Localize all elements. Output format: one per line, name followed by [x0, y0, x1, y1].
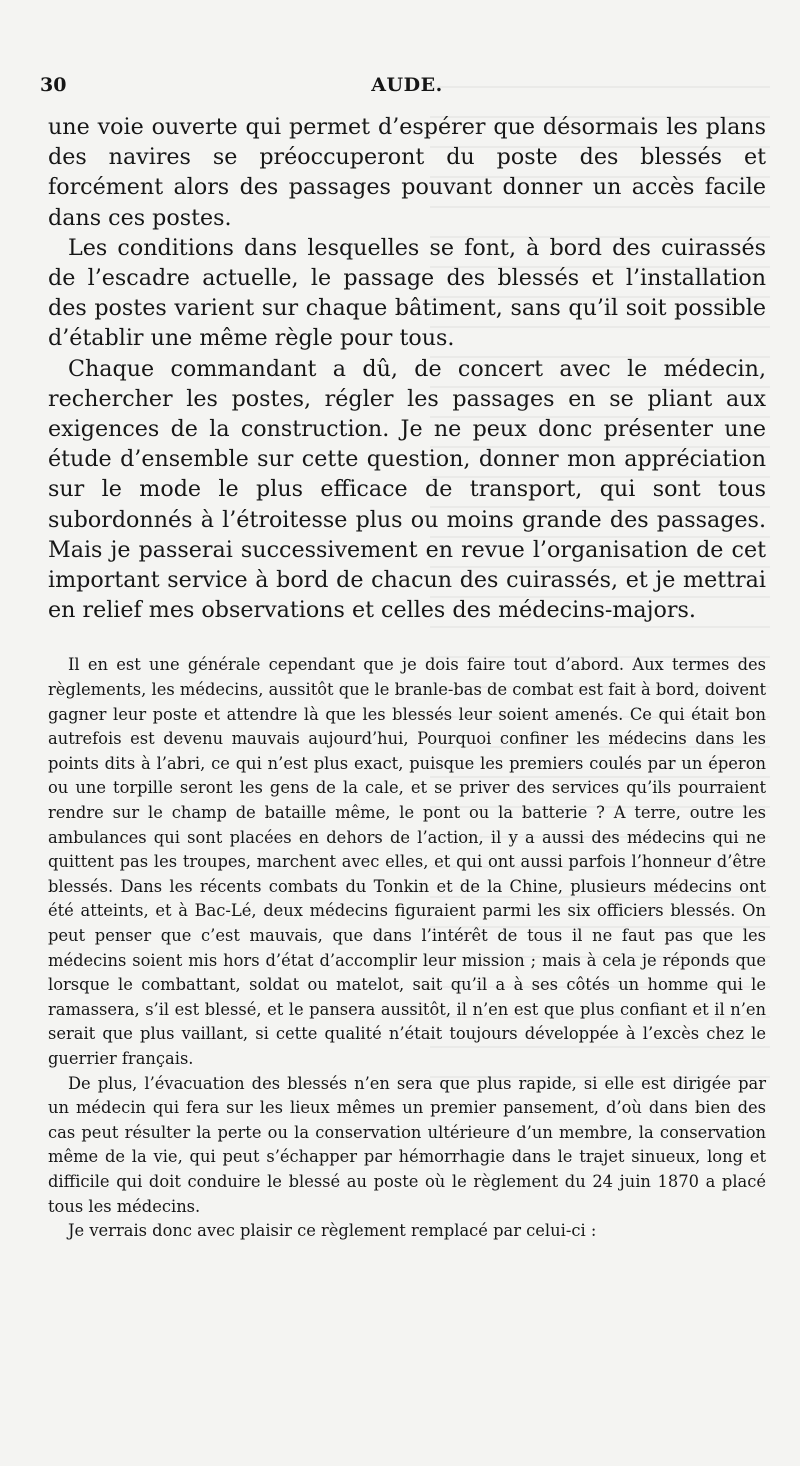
running-head [40, 72, 766, 106]
paragraph: Il en est une générale cependant que je dois faire tout d’abord. Aux termes des règlements, les médecins, aussitôt que le branle-bas de combat est fait à bord, doivent gagner leur poste et attendre là que les blessés leur soient amenés. Ce qui était bon autrefois est devenu mauvais aujourd’hui, Pourquoi confiner les médecins dans les points dits à l’abri, ce qui n’est plus exact, puisque les premiers coulés par un éperon ou une torpille seront les gens de la cale, et se priver des services qu’ils pourraient rendre sur le champ de bataille même, le pont ou la batterie ? A terre, outre les ambulances qui sont placées en dehors de l’action, il y a aussi des médecins qui ne quittent pas les troupes, marchent avec elles, et qui ont aussi parfois l’honneur d’être blessés. Dans les récents combats du Tonkin et de la Chine, plusieurs médecins ont été atteints, et à Bac-Lé, deux médecins figuraient parmi les six officiers blessés. On peut penser que c’est mauvais, que dans l’intérêt de tous il ne faut pas que les médecins soient mis hors d’état d’accomplir leur mission ; mais à cela je réponds que lorsque le combattant, soldat ou matelot, sait qu’il a à ses côtés un homme qui le ramassera, s’il est blessé, et le pansera aussitôt, il n’en est que plus confiant et il n’en serait que plus vaillant, si cette qualité n’était toujours développée à l’excès chez le guerrier français. [48, 655, 766, 1068]
small-print-text [48, 653, 766, 1243]
main-text [48, 112, 766, 625]
paragraph: Chaque commandant a dû, de concert avec le médecin, rechercher les postes, régler les passages en se pliant aux exigences de la construction. Je ne peux donc présenter une étude d’ensemble sur cette question, donner mon appréciation sur le mode le plus efficace de transport, qui sont tous subordonnés à l’étroitesse plus ou moins grande des passages. Mais je passerai successivement en revue l’organisation de cet important service à bord de chacun des cuirassés, et je mettrai en relief mes observations et celles des médecins-majors. [48, 355, 766, 624]
paragraph: Je verrais donc avec plaisir ce règlement remplacé par celui-ci : [68, 1221, 597, 1241]
book-page [40, 72, 766, 1442]
page-number: 30 [40, 74, 67, 96]
running-title: AUDE. [371, 74, 443, 96]
paragraph: Les conditions dans lesquelles se font, à bord des cuirassés de l’escadre actuelle, le passage des blessés et l’installation des postes varient sur chaque bâtiment, sans qu’il soit possible d’établir une même règle pour tous. [48, 234, 766, 352]
paragraph-continuation: une voie ouverte qui permet d’espérer que désormais les plans des navires se préoccuperont du poste des blessés et forcément alors des passages pouvant donner un accès facile dans ces postes. [48, 114, 766, 231]
paragraph: De plus, l’évacuation des blessés n’en sera que plus rapide, si elle est dirigée par un médecin qui fera sur les lieux mêmes un premier pansement, d’où dans bien des cas peut résulter la perte ou la conservation ultérieure d’un membre, la conservation même de la vie, qui peut s’échapper par hémorrhagie dans le trajet sinueux, long et difficile qui doit conduire le blessé au poste où le règlement du 24 juin 1870 a placé tous les médecins. [48, 1073, 766, 1216]
